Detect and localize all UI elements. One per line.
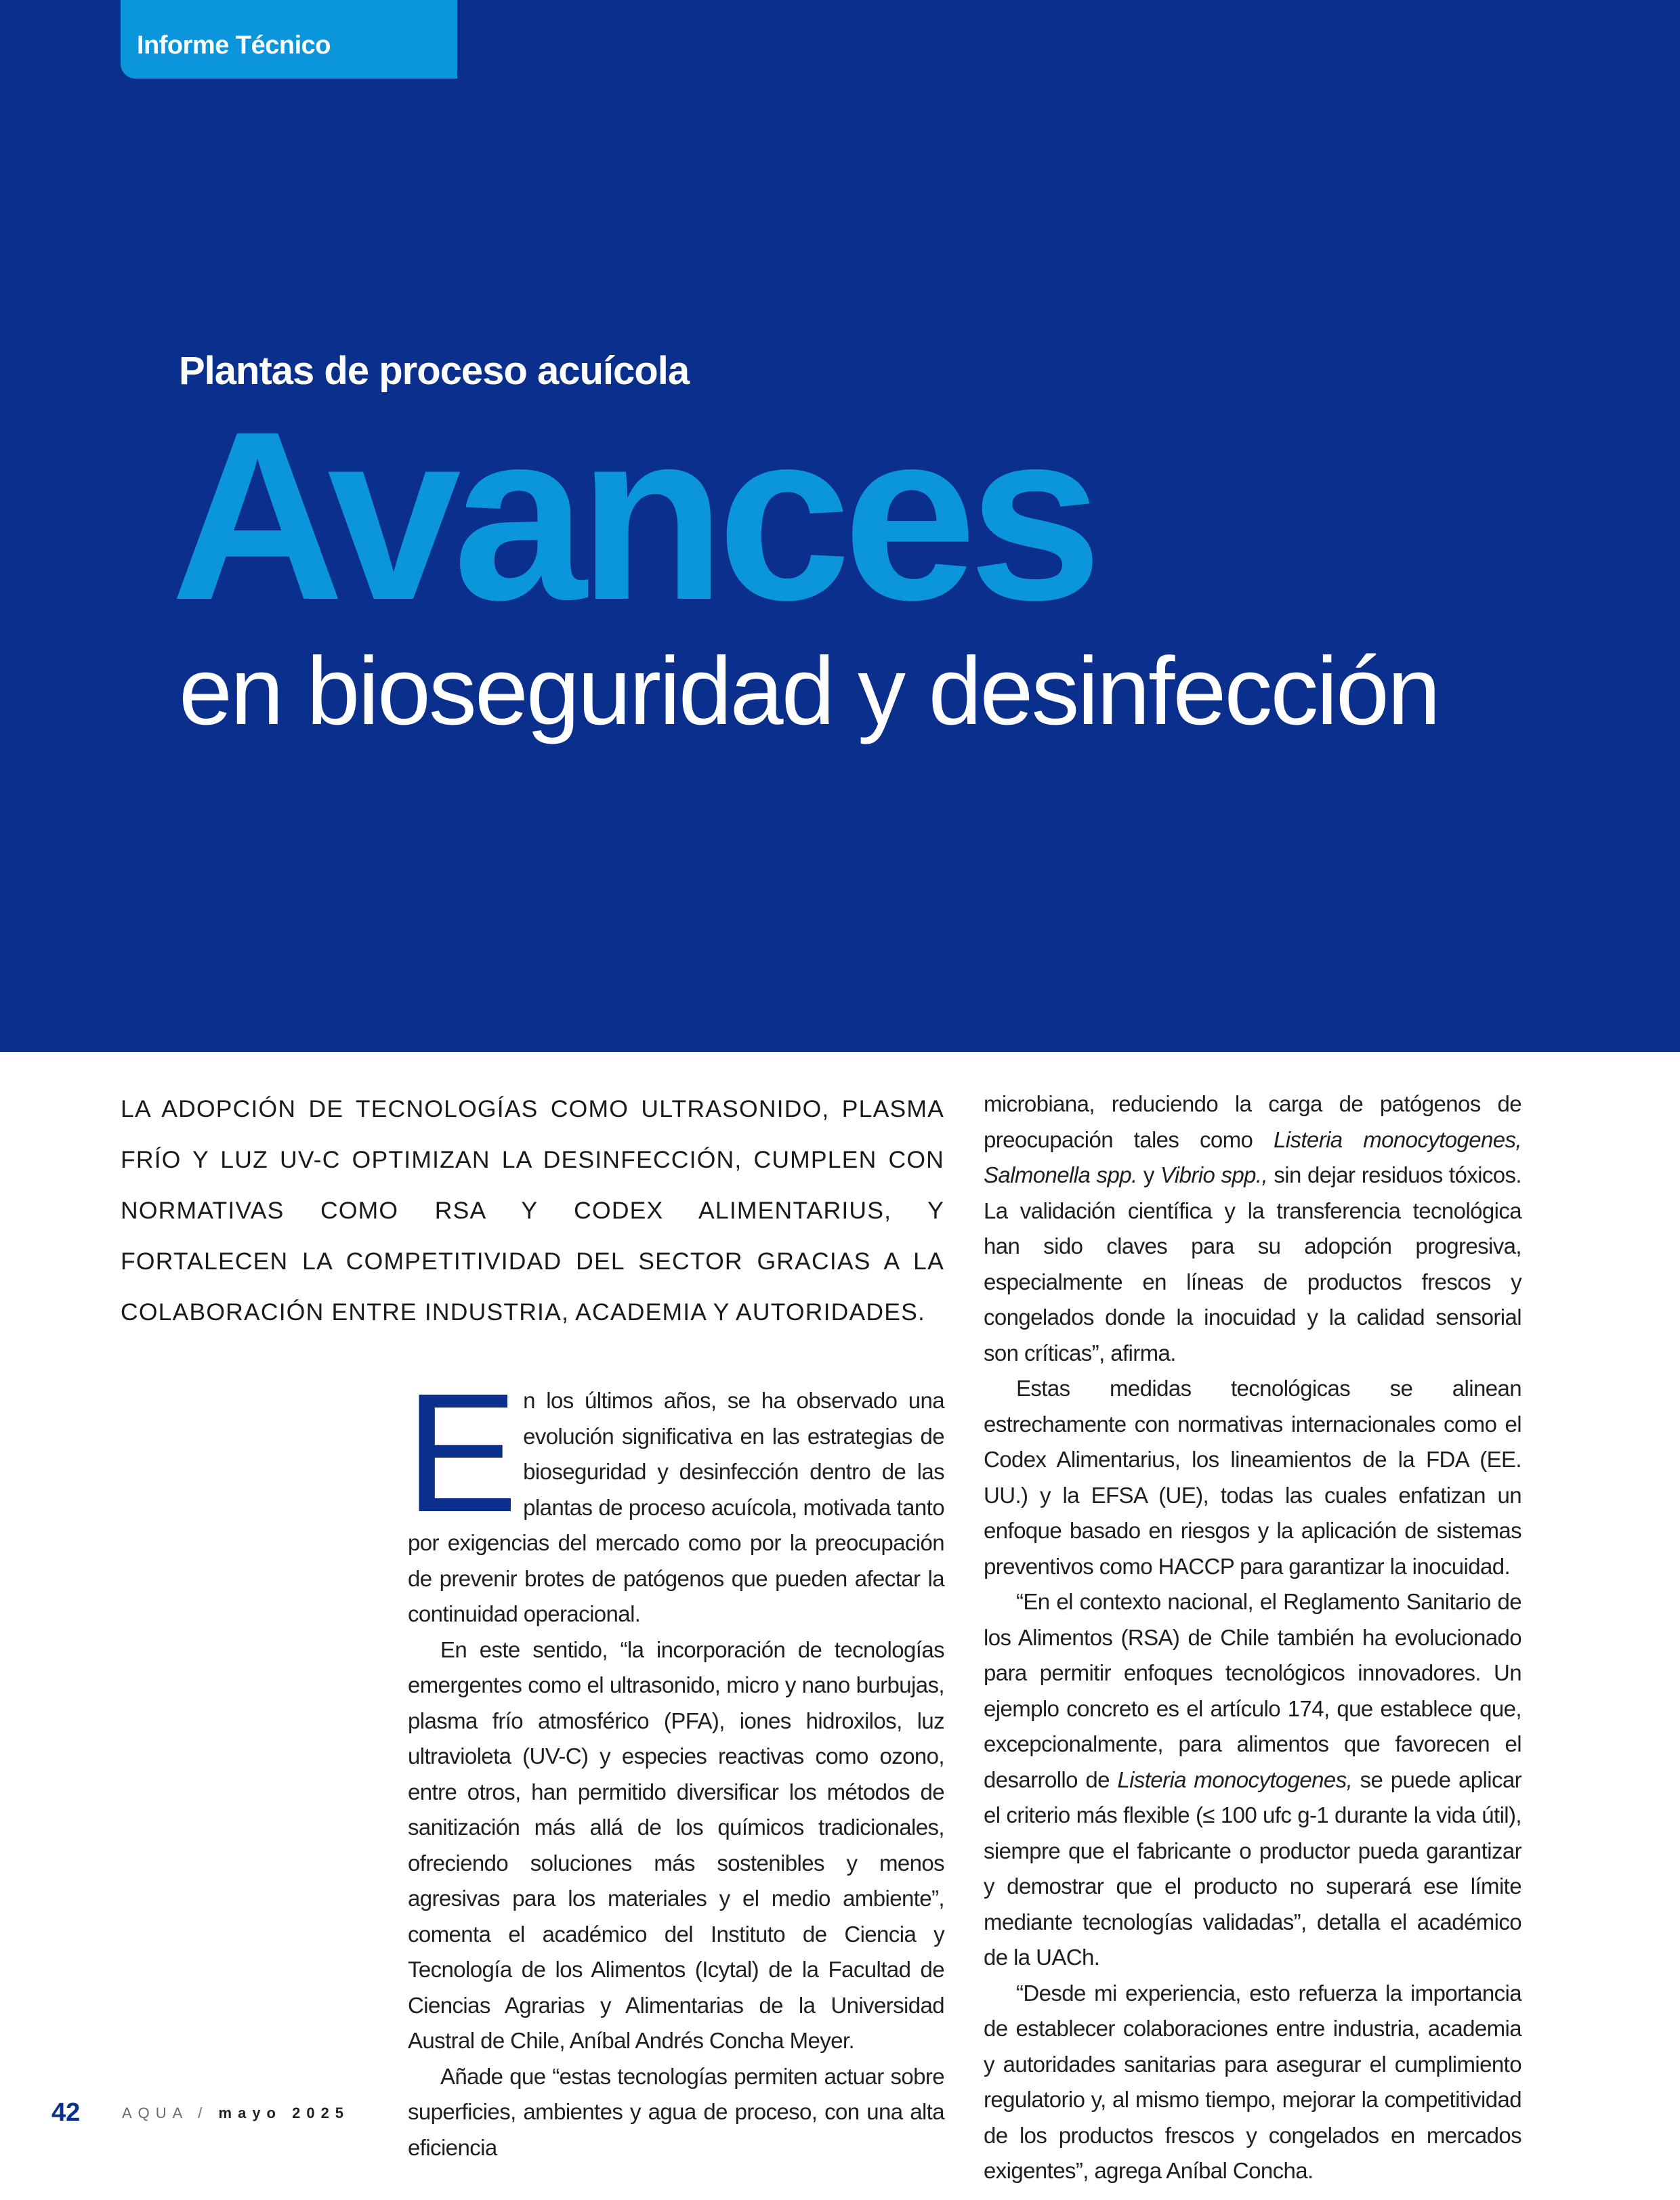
body-paragraph: microbiana, reduciendo la carga de patógenos de preocupación tales como Listeria monocytogenes, Salmonella spp. y Vibrio spp., sin dejar residuos tóxicos. La validación científica y la transferencia tecnológica han sido claves para su adopción progresiva, especialmente en líneas de productos frescos y congelados donde la inocuidad y la calidad sensorial son críticas”, afirma.: [984, 1091, 1521, 1366]
footer-separator: /: [198, 2104, 209, 2121]
page-number: 42: [51, 2098, 81, 2127]
body-paragraph: En los últimos años, se ha observado una evolución significativa en las estrategias de bioseguridad y desinfección dentro de las plantas de proceso acuícola, motivada tanto por exigencias del mercado como por la preocupación de prevenir brotes de patógenos que pueden afectar la continuidad operacional.: [405, 1358, 944, 1626]
article-kicker: Plantas de proceso acuícola: [179, 349, 690, 393]
section-tab: [121, 0, 457, 79]
body-paragraph: En este sentido, “la incorporación de tecnologías emergentes como el ultrasonido, micro y nano burbujas, plasma frío atmosférico (PFA), iones hidroxilos, luz ultravioleta (UV-C) y especies reactivas como ozono, entre otros, han permitido diversificar los métodos de sanitización más allá de los químicos tradicionales, ofreciendo soluciones más sostenibles y menos agresivas para los materiales y el medio ambiente”, comenta el académico del Instituto de Ciencia y Tecnología de los Alimentos (Icytal) de la Facultad de Ciencias Agrarias y Alimentarias de la Universidad Austral de Chile, Aníbal Andrés Concha Meyer.: [408, 1636, 944, 2053]
publication-name: AQUA: [122, 2104, 188, 2121]
article-subheadline: en bioseguridad y desinfección: [179, 637, 1439, 745]
body-paragraph: “En el contexto nacional, el Reglamento Sanitario de los Alimentos (RSA) de Chile también ha evolucionado para permitir enfoques tecnológicos innovadores. Un ejemplo concreto es el artículo 174, que establece que, excepcionalmente, para alimentos que favorecen el desarrollo de Listeria monocytogenes, se puede aplicar el criterio más flexible (≤ 100 ufc g-1 durante la vida útil), siempre que el fabricante o productor pueda garantizar y demostrar que el producto no superará ese límite mediante tecnologías validadas”, detalla el académico de la UACh.: [984, 1589, 1522, 1970]
body-paragraph: Estas medidas tecnológicas se alinean estrechamente con normativas internacionales como el Codex Alimentarius, los lineamientos de la FDA (EE. UU.) y la EFSA (UE), todas las cuales enfatizan un enfoque basado en riesgos y la aplicación de sistemas preventivos como HACCP para garantizar la inocuidad.: [984, 1376, 1521, 1579]
body-paragraph: “Desde mi experiencia, esto refuerza la importancia de establecer colaboraciones entre industria, academia y autoridades sanitarias para asegurar el cumplimiento regulatorio y, al mismo tiempo, mejorar la competitividad de los productos frescos y congelados en mercados exigentes”, agrega Aníbal Concha.: [984, 1980, 1521, 2183]
publication-footer: [122, 2104, 350, 2122]
lead-paragraph: LA ADOPCIÓN DE TECNOLOGÍAS COMO ULTRASONIDO, PLASMA FRÍO Y LUZ UV-C OPTIMIZAN LA DESINFECCIÓN, CUMPLEN CON NORMATIVAS COMO RSA Y CODEX ALIMENTARIUS, Y FORTALECEN LA COMPETITIVIDAD DEL SECTOR GRACIAS A LA COLABORACIÓN ENTRE INDUSTRIA, ACADEMIA Y AUTORIDADES.: [121, 1095, 944, 1326]
drop-cap: E: [405, 1358, 518, 1547]
body-paragraph: Añade que “estas tecnologías permiten actuar sobre superficies, ambientes y agua de proceso, con una alta eficiencia: [408, 2063, 944, 2160]
hero-banner: [0, 0, 1680, 1052]
section-label: Informe Técnico: [137, 31, 331, 60]
body-column-left: [405, 1358, 944, 2165]
article-headline: Avances: [171, 382, 1095, 650]
body-column-right: [984, 1086, 1521, 2189]
issue-date: mayo 2025: [218, 2104, 350, 2121]
